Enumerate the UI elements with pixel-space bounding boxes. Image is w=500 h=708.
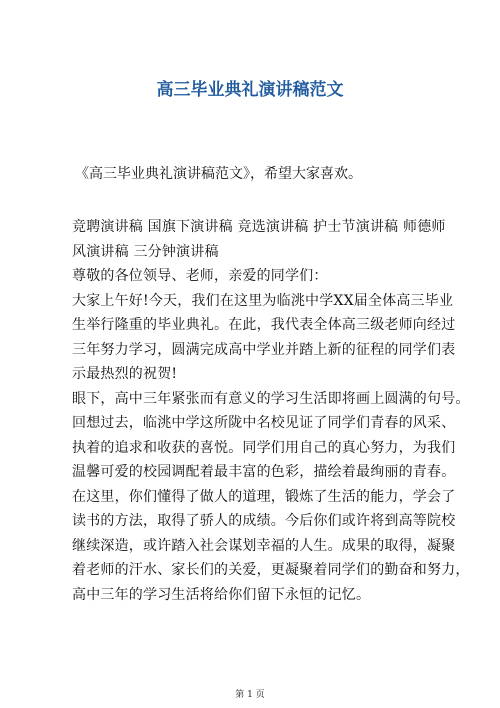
body-line: 尊敬的各位领导、老师，亲爱的同学们：: [72, 268, 328, 284]
page-number: 第 1 页: [235, 690, 265, 700]
body-line: 在这里，你们懂得了做人的道理，锻炼了生活的能力，学会了: [72, 488, 456, 505]
body-line: 执着的追求和收获的喜悦。同学们用自己的真心努力，为我们: [72, 439, 456, 456]
speech-body: [72, 215, 470, 607]
body-line: 眼下，高中三年紧张而有意义的学习生活即将画上圆满的句号。: [72, 390, 470, 407]
body-line: 回想过去，临洮中学这所陇中名校见证了同学们青春的风采、: [72, 415, 456, 431]
body-line: 三年努力学习，圆满完成高中学业并踏上新的征程的同学们表: [72, 341, 456, 358]
body-line: 竞聘演讲稿 国旗下演讲稿 竞选演讲稿 护士节演讲稿 师德师: [72, 219, 446, 235]
body-line: 读书的方法，取得了骄人的成绩。今后你们或许将到高等院校: [72, 513, 456, 529]
intro-paragraph: 《高三毕业典礼演讲稿范文》，希望大家喜欢。: [75, 166, 362, 182]
body-line: 大家上午好!今天，我们在这里为临洮中学XX届全体高三毕业: [72, 292, 454, 309]
body-line: 高中三年的学习生活将给你们留下永恒的记忆。: [72, 586, 371, 603]
body-line: 风演讲稿 三分钟演讲稿: [72, 243, 219, 260]
body-line: 示最热烈的祝贺!: [72, 366, 178, 382]
body-line: 继续深造，或许踏入社会谋划幸福的人生。成果的取得，凝聚: [72, 537, 456, 554]
body-line: 生举行隆重的毕业典礼。在此，我代表全体高三级老师向经过: [72, 317, 456, 333]
body-line: 温馨可爱的校园调配着最丰富的色彩，描绘着最绚丽的青春。: [72, 464, 456, 480]
document-title: 高三毕业典礼演讲稿范文: [156, 80, 344, 100]
body-line: 着老师的汗水、家长们的关爱，更凝聚着同学们的勤奋和努力，: [72, 562, 470, 578]
